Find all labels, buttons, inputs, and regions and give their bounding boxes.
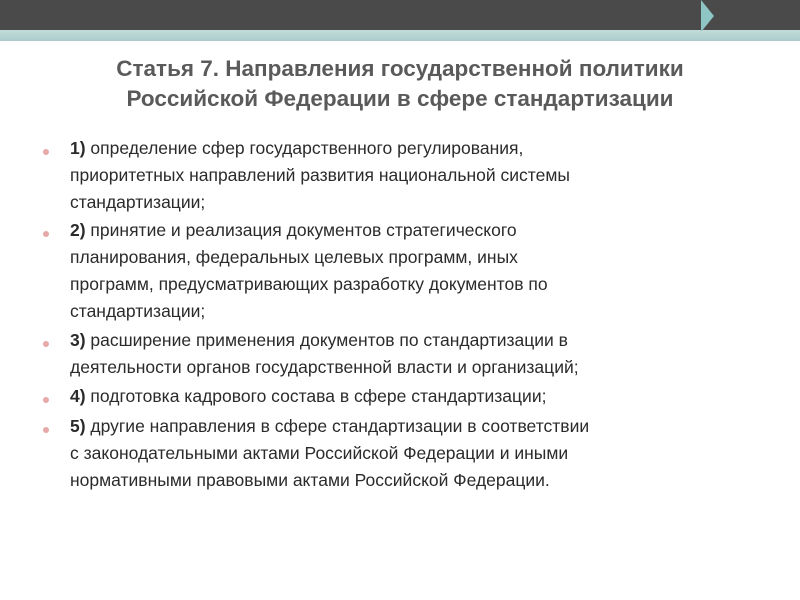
list-item-number: 3)	[70, 330, 86, 350]
list-item-line	[70, 138, 523, 159]
list-item-line: деятельности органов государственной власти и организаций;	[70, 357, 579, 377]
bullet-point-icon	[43, 231, 49, 237]
slide-title-line-2: Российской Федерации в сфере стандартизации	[126, 86, 674, 111]
list-item-text: подготовка кадрового состава в сфере стандартизации;	[85, 386, 547, 406]
list-item-line: программ, предусматривающих разработку документов по	[70, 274, 548, 294]
bullet-point-icon	[43, 427, 49, 433]
bullet-point-icon	[43, 341, 49, 347]
list-item-line: стандартизации;	[70, 301, 206, 321]
list-item-line	[70, 416, 589, 437]
bullet-point-icon	[43, 149, 49, 155]
list-item-number: 5)	[70, 416, 86, 436]
list-item-text: определение сфер государственного регулирования,	[85, 138, 524, 158]
list-item-line: с законодательными актами Российской Федерации и иными	[70, 443, 569, 463]
list-item-number: 4)	[70, 386, 86, 406]
list-item-line: стандартизации;	[70, 192, 206, 212]
bullet-point-icon	[43, 397, 49, 403]
slide-title-line-1: Статья 7. Направления государственной политики	[116, 56, 684, 81]
list-item-line	[70, 386, 546, 407]
list-item-line	[70, 220, 517, 241]
list-item-line	[70, 330, 568, 351]
list-item-text: другие направления в сфере стандартизации в соответствии	[85, 416, 590, 436]
list-item-line: приоритетных направлений развития национальной системы	[70, 165, 570, 185]
list-item-number: 2)	[70, 220, 86, 240]
list-item-text: принятие и реализация документов стратегического	[85, 220, 517, 240]
list-item-text: расширение применения документов по стандартизации в	[85, 330, 568, 350]
list-item-line: планирования, федеральных целевых программ, иных	[70, 247, 518, 267]
list-item-line: нормативными правовыми актами Российской Федерации.	[70, 470, 550, 490]
list-item-number: 1)	[70, 138, 86, 158]
